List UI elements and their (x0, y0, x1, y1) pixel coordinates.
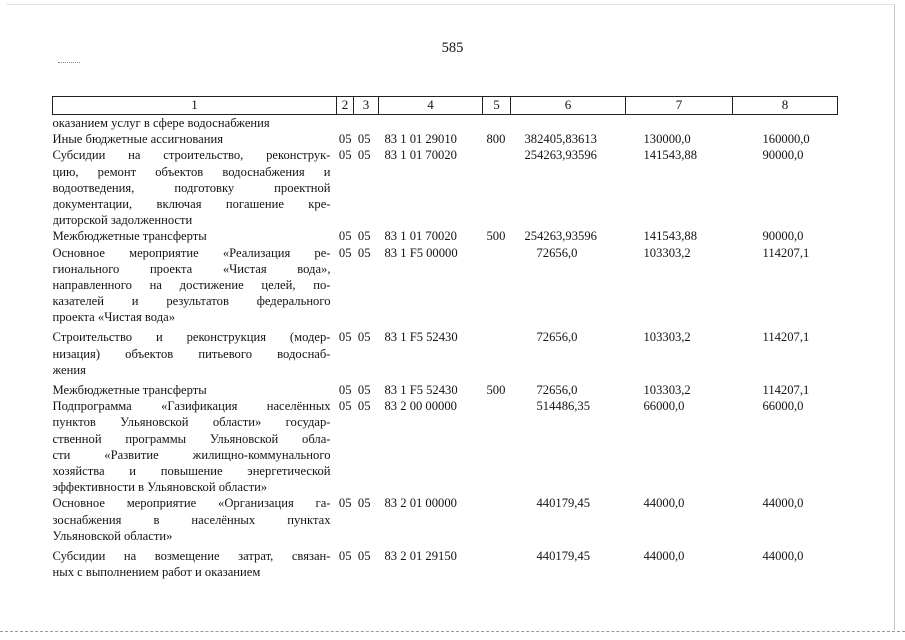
row-name-line: Иные бюджетные ассигнования (52, 132, 224, 147)
table-body (53, 115, 838, 581)
section-code: 05 (338, 229, 352, 244)
row-name-line: Межбюджетные трансферты (52, 229, 207, 244)
row-name (53, 548, 337, 580)
amount-col-7: 141543,88 (643, 148, 698, 163)
row-name-line: водоотведения, подготовку проектной (52, 180, 331, 195)
amount-col-6: 72656,0 (536, 245, 578, 260)
row-name-line: эффективности в Ульяновской области» (52, 480, 268, 495)
amount-col-8: 44000,0 (762, 548, 804, 563)
section-code: 05 (338, 383, 352, 398)
amount-col-6: 72656,0 (536, 330, 578, 345)
subsection-code: 05 (357, 132, 371, 147)
row-name (53, 115, 337, 132)
subsection-code: 05 (357, 330, 371, 345)
target-article-code: 83 1 01 70020 (384, 148, 457, 163)
subsection-code: 05 (357, 245, 371, 260)
subsection-code: 05 (357, 548, 371, 563)
row-name-line: Строительство и реконструкция (модер- (52, 330, 331, 345)
expense-type-code: 500 (486, 383, 506, 398)
row-name-line: диторской задолженности (52, 213, 193, 228)
expense-type-code (483, 398, 511, 495)
row-name (53, 245, 337, 326)
row-name-line: Межбюджетные трансферты (52, 383, 207, 398)
header-col-1: 1 (53, 97, 337, 115)
expense-type-code (483, 548, 511, 580)
amount-col-8: 160000,0 (762, 132, 810, 147)
row-name-line: Ульяновской области» (52, 528, 173, 543)
section-code: 05 (338, 245, 352, 260)
target-article-code: 83 1 01 29010 (384, 132, 457, 147)
table-row (53, 382, 838, 398)
table-row (53, 245, 838, 326)
amount-col-6: 254263,93596 (524, 229, 597, 244)
row-name-line: зоснабжения в населённых пунктах (52, 512, 331, 527)
amount-col-6: 440179,45 (536, 496, 591, 511)
page-bottom-edge (0, 631, 905, 632)
row-name (53, 382, 337, 398)
target-article-code: 83 2 00 00000 (384, 399, 457, 414)
section-code: 05 (338, 399, 352, 414)
row-name-line: казателей и результатов федерального (52, 294, 331, 309)
amount-col-8: 114207,1 (762, 245, 810, 260)
table-row (53, 115, 838, 132)
header-row (53, 97, 838, 115)
amount-col-8: 114207,1 (762, 330, 810, 345)
row-name-line: Подпрограмма «Газификация населённых (52, 399, 331, 414)
amount-col-7: 141543,88 (643, 229, 698, 244)
row-name-line: жения (52, 362, 86, 377)
target-article-code: 83 1 F5 52430 (384, 330, 458, 345)
subsection-code: 05 (357, 229, 371, 244)
header-col-7: 7 (626, 97, 733, 115)
table-row (53, 398, 838, 495)
amount-col-7: 103303,2 (643, 330, 691, 345)
row-name-line: ных с выполнением работ и оказанием (52, 565, 261, 580)
row-name-line: Субсидии на строительство, реконструк- (52, 148, 331, 163)
table-row (53, 131, 838, 147)
section-code: 05 (338, 330, 352, 345)
row-name-line: гионального проекта «Чистая вода», (52, 261, 331, 276)
row-name-line: проекта «Чистая вода» (52, 310, 176, 325)
table-row (53, 147, 838, 228)
expense-type-code (483, 115, 511, 132)
amount-col-7: 44000,0 (643, 496, 685, 511)
row-name-line: направленного на достижение целей, по- (52, 277, 331, 292)
target-article-code: 83 1 F5 00000 (384, 245, 458, 260)
amount-col-8: 66000,0 (762, 399, 804, 414)
amount-col-8: 90000,0 (762, 148, 804, 163)
header-col-3: 3 (354, 97, 379, 115)
row-name-line: документации, включая погашение кре- (52, 196, 331, 211)
table-row (53, 548, 838, 580)
row-name-line: сти «Развитие жилищно-коммунального (52, 447, 331, 462)
amount-col-7: 103303,2 (643, 383, 691, 398)
header-col-4: 4 (379, 97, 483, 115)
section-code: 05 (338, 148, 352, 163)
amount-col-8 (733, 115, 838, 132)
expense-type-code (483, 147, 511, 228)
row-name-line: Субсидии на возмещение затрат, связан- (52, 548, 331, 563)
header-mark (58, 62, 80, 63)
table-row (53, 495, 838, 544)
header-col-2: 2 (337, 97, 354, 115)
target-article-code: 83 1 01 70020 (384, 229, 457, 244)
expense-type-code (483, 495, 511, 544)
target-article-code: 83 2 01 29150 (384, 548, 457, 563)
amount-col-8: 90000,0 (762, 229, 804, 244)
expense-type-code: 800 (486, 132, 506, 147)
row-name-line: пунктов Ульяновской области» государ- (52, 415, 331, 430)
target-article-code: 83 2 01 00000 (384, 496, 457, 511)
amount-col-7 (626, 115, 733, 132)
section-code: 05 (338, 132, 352, 147)
amount-col-7: 103303,2 (643, 245, 691, 260)
target-article-code: 83 1 F5 52430 (384, 383, 458, 398)
row-name (53, 495, 337, 544)
subsection-code: 05 (357, 496, 371, 511)
row-name-line: Основное мероприятие «Реализация ре- (52, 245, 331, 260)
amount-col-8: 114207,1 (762, 383, 810, 398)
budget-table (52, 96, 838, 580)
subsection-code: 05 (357, 148, 371, 163)
amount-col-6: 440179,45 (536, 548, 591, 563)
header-col-8: 8 (733, 97, 838, 115)
subsection-code: 05 (357, 399, 371, 414)
row-name-line: низация) объектов питьевого водоснаб- (52, 346, 331, 361)
row-name (53, 329, 337, 378)
subsection-code (354, 115, 379, 132)
header-col-5: 5 (483, 97, 511, 115)
row-name (53, 131, 337, 147)
amount-col-6: 72656,0 (536, 383, 578, 398)
header-col-6: 6 (511, 97, 626, 115)
target-article-code (379, 115, 483, 132)
amount-col-6: 382405,83613 (524, 132, 597, 147)
row-name-line: ственной программы Ульяновской обла- (52, 431, 331, 446)
amount-col-7: 66000,0 (643, 399, 685, 414)
table-row (53, 329, 838, 378)
row-name-line: хозяйства и повышение энергетической (52, 463, 331, 478)
row-name-line: цию, ремонт объектов водоснабжения и (52, 164, 331, 179)
section-code: 05 (338, 548, 352, 563)
expense-type-code: 500 (486, 229, 506, 244)
expense-type-code (483, 329, 511, 378)
expense-type-code (483, 245, 511, 326)
subsection-code: 05 (357, 383, 371, 398)
amount-col-6: 254263,93596 (524, 148, 597, 163)
amount-col-6: 514486,35 (536, 399, 591, 414)
amount-col-6 (511, 115, 626, 132)
amount-col-8: 44000,0 (762, 496, 804, 511)
row-name (53, 228, 337, 244)
row-name-line: Основное мероприятие «Организация га- (52, 496, 331, 511)
row-name (53, 398, 337, 495)
row-name (53, 147, 337, 228)
section-code: 05 (338, 496, 352, 511)
row-name-line: оказанием услуг в сфере водоснабжения (52, 116, 270, 130)
section-code (337, 115, 354, 132)
amount-col-7: 44000,0 (643, 548, 685, 563)
table-row (53, 228, 838, 244)
amount-col-7: 130000,0 (643, 132, 691, 147)
page-number: 585 (441, 40, 464, 56)
